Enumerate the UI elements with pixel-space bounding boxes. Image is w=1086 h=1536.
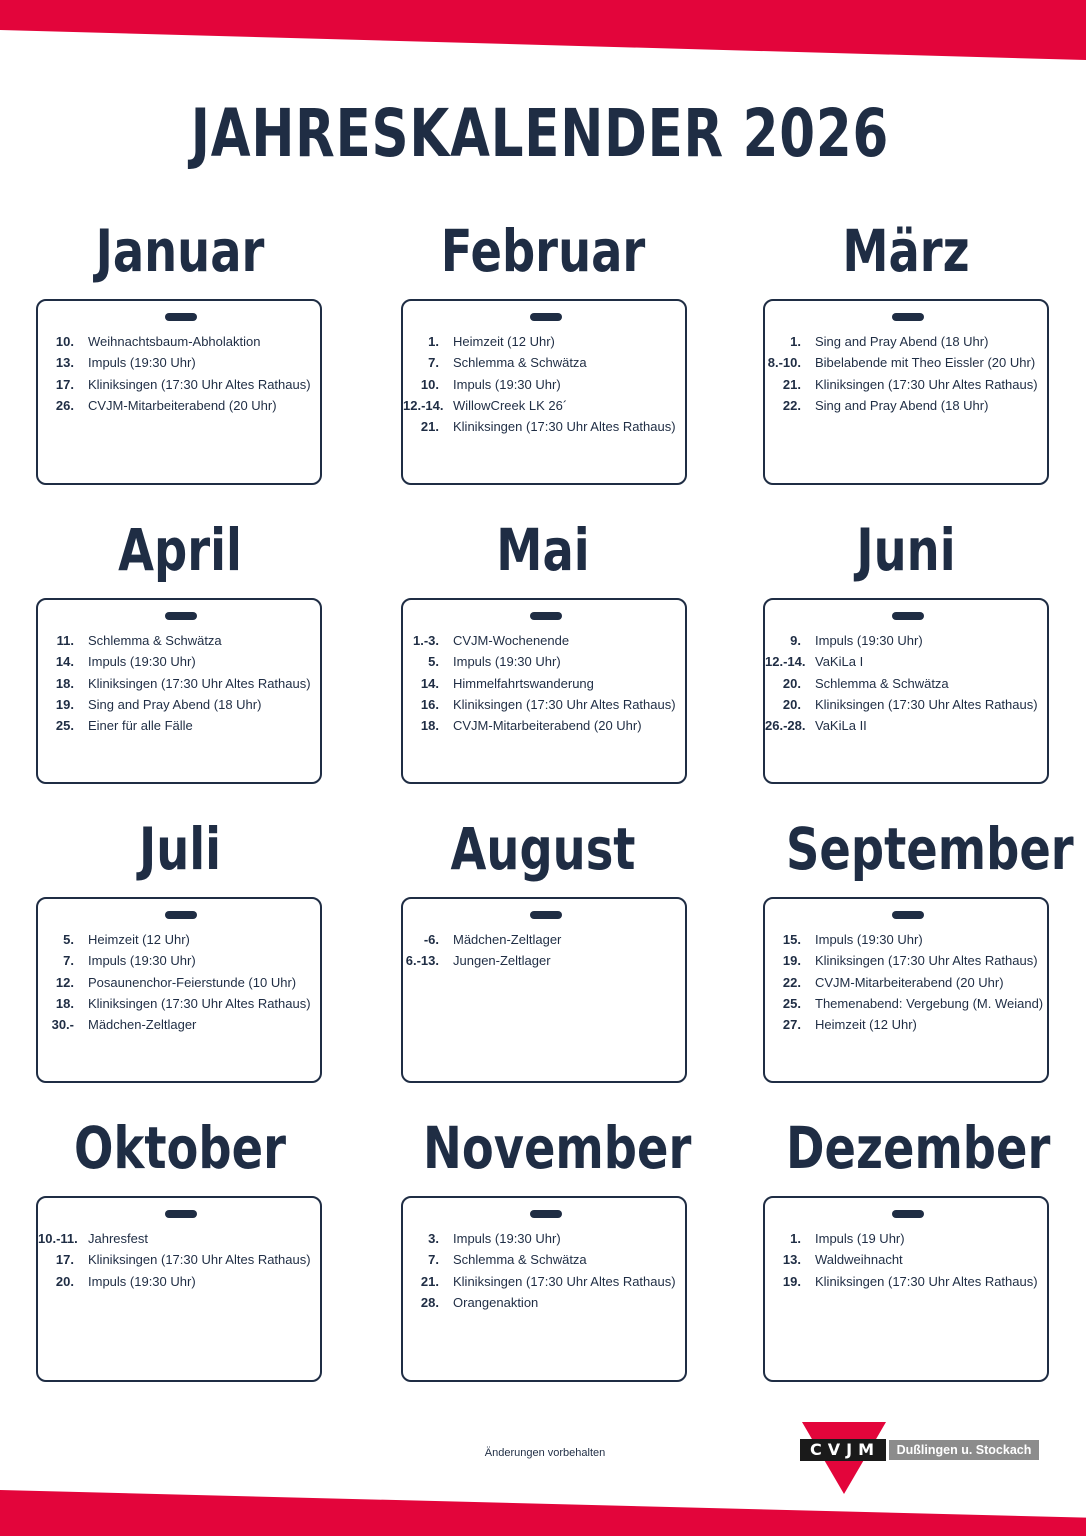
event-date: 15. <box>782 932 801 947</box>
event-list <box>765 633 1065 739</box>
event-date: 21. <box>420 419 439 435</box>
event-date: 20. <box>782 696 801 712</box>
month-title: Februar <box>440 217 646 285</box>
event-list <box>38 932 338 1038</box>
event-date: 14. <box>420 675 439 691</box>
event-date: 7. <box>428 355 439 371</box>
event-row <box>765 377 1065 398</box>
top-red-band <box>0 0 1086 60</box>
event-row <box>38 377 338 398</box>
event-row <box>38 697 338 718</box>
event-row <box>403 676 703 697</box>
event-row <box>403 334 703 355</box>
event-label: VaKiLa II <box>815 718 867 734</box>
month-card <box>36 1196 322 1382</box>
event-row <box>38 975 338 996</box>
event-row <box>38 676 338 697</box>
event-label: Impuls (19 Uhr) <box>815 1231 905 1246</box>
event-row <box>765 334 1065 355</box>
event-date: 12. <box>55 974 74 990</box>
event-row <box>38 718 338 739</box>
event-label: Waldweihnacht <box>815 1252 903 1268</box>
card-handle <box>892 612 924 620</box>
month-card <box>401 299 687 485</box>
month-title: Juli <box>138 815 222 883</box>
event-date: 10. <box>420 376 439 392</box>
month-title: Dezember <box>786 1114 1051 1182</box>
card-handle <box>165 313 197 321</box>
event-label: CVJM-Mitarbeiterabend (20 Uhr) <box>88 397 277 413</box>
event-label: Bibelabende mit Theo Eissler (20 Uhr) <box>815 355 1036 371</box>
card-handle <box>165 911 197 919</box>
event-label: Heimzeit (12 Uhr) <box>88 932 190 947</box>
month-title: August <box>450 815 636 883</box>
event-date: 12.-14. <box>765 654 806 670</box>
month-card <box>401 897 687 1083</box>
event-date: 10.-11. <box>38 1231 78 1246</box>
event-row <box>765 718 1065 739</box>
event-date: 19. <box>782 1273 801 1289</box>
event-row <box>765 1252 1065 1273</box>
event-label: Heimzeit (12 Uhr) <box>453 334 555 349</box>
event-row <box>765 996 1065 1017</box>
month-title: September <box>786 815 1074 883</box>
event-date: -6. <box>423 932 439 947</box>
event-label: Himmelfahrtswanderung <box>453 675 594 691</box>
event-label: Schlemma & Schwätza <box>88 633 222 648</box>
event-date: 14. <box>55 654 74 670</box>
event-label: CVJM-Wochenende <box>453 633 570 648</box>
month-title: Mai <box>496 516 590 584</box>
month-card <box>401 598 687 784</box>
event-date: 6.-13. <box>405 953 439 969</box>
event-row <box>38 996 338 1017</box>
event-date: 10. <box>55 334 74 349</box>
event-row <box>765 355 1065 376</box>
event-list <box>403 932 703 975</box>
month-title: April <box>118 516 242 584</box>
event-label: Impuls (19:30 Uhr) <box>453 654 561 670</box>
event-list <box>38 1231 338 1295</box>
event-list <box>765 1231 1065 1295</box>
event-label: Kliniksingen (17:30 Uhr Altes Rathaus) <box>815 696 1038 712</box>
event-label: Kliniksingen (17:30 Uhr Altes Rathaus) <box>88 1252 311 1268</box>
month-title: Oktober <box>74 1114 286 1182</box>
event-list <box>765 932 1065 1038</box>
event-list <box>403 1231 703 1316</box>
event-row <box>765 1017 1065 1038</box>
event-date: 21. <box>782 376 801 392</box>
event-date: 26. <box>55 397 74 413</box>
event-date: 5. <box>428 654 439 670</box>
event-row <box>765 654 1065 675</box>
event-label: Kliniksingen (17:30 Uhr Altes Rathaus) <box>88 376 311 392</box>
event-row <box>38 953 338 974</box>
event-date: 13. <box>782 1252 801 1268</box>
event-label: Schlemma & Schwätza <box>815 675 949 691</box>
event-label: Kliniksingen (17:30 Uhr Altes Rathaus) <box>815 953 1038 969</box>
month-title: Juni <box>856 516 956 584</box>
event-label: Impuls (19:30 Uhr) <box>453 1231 561 1246</box>
event-label: Jungen-Zeltlager <box>453 953 551 969</box>
month-title: Januar <box>95 217 265 285</box>
event-label: Orangenaktion <box>453 1294 539 1310</box>
event-date: 26.-28. <box>765 718 806 734</box>
event-row <box>403 1295 703 1316</box>
event-row <box>765 1231 1065 1252</box>
event-row <box>403 1274 703 1295</box>
event-row <box>403 419 703 440</box>
event-label: WillowCreek LK 26´ <box>453 397 568 413</box>
event-date: 22. <box>782 397 801 413</box>
event-list <box>38 334 338 419</box>
event-label: Kliniksingen (17:30 Uhr Altes Rathaus) <box>453 1273 676 1289</box>
month-card <box>401 1196 687 1382</box>
event-label: Impuls (19:30 Uhr) <box>815 932 923 947</box>
event-date: 7. <box>428 1252 439 1268</box>
month-card <box>763 299 1049 485</box>
month-card <box>36 897 322 1083</box>
event-row <box>403 932 703 953</box>
event-date: 18. <box>55 675 74 691</box>
month-title: März <box>842 217 970 285</box>
event-label: Kliniksingen (17:30 Uhr Altes Rathaus) <box>453 696 676 712</box>
event-label: Themenabend: Vergebung (M. Weiand) <box>815 995 1044 1011</box>
event-date: 1. <box>790 334 801 349</box>
month-card <box>36 598 322 784</box>
event-label: Posaunenchor-Feierstunde (10 Uhr) <box>88 974 297 990</box>
event-date: 19. <box>782 953 801 969</box>
event-list <box>38 633 338 739</box>
event-date: 1. <box>428 334 439 349</box>
event-label: Sing and Pray Abend (18 Uhr) <box>88 696 262 712</box>
event-date: 25. <box>55 718 74 734</box>
event-row <box>403 654 703 675</box>
event-label: Schlemma & Schwätza <box>453 1252 587 1268</box>
event-label: Kliniksingen (17:30 Uhr Altes Rathaus) <box>88 995 311 1011</box>
event-row <box>765 697 1065 718</box>
event-list <box>403 633 703 739</box>
event-date: 17. <box>55 376 74 392</box>
event-date: 17. <box>55 1252 74 1268</box>
event-row <box>38 654 338 675</box>
card-handle <box>530 1210 562 1218</box>
event-date: 7. <box>63 953 74 969</box>
event-row <box>38 1252 338 1273</box>
event-label: Kliniksingen (17:30 Uhr Altes Rathaus) <box>453 419 676 435</box>
card-handle <box>530 313 562 321</box>
event-label: Einer für alle Fälle <box>88 718 193 734</box>
event-label: Weihnachtsbaum-Abholaktion <box>88 334 261 349</box>
event-row <box>403 377 703 398</box>
event-row <box>765 1274 1065 1295</box>
card-handle <box>530 612 562 620</box>
event-row <box>403 398 703 419</box>
event-row <box>38 334 338 355</box>
event-date: 27. <box>782 1017 801 1033</box>
event-date: 9. <box>790 633 801 648</box>
event-list <box>765 334 1065 419</box>
event-date: 19. <box>55 696 74 712</box>
event-label: Mädchen-Zeltlager <box>88 1017 197 1033</box>
event-label: Schlemma & Schwätza <box>453 355 587 371</box>
month-title: November <box>423 1114 692 1182</box>
event-label: Sing and Pray Abend (18 Uhr) <box>815 397 989 413</box>
event-label: VaKiLa I <box>815 654 864 670</box>
event-row <box>765 676 1065 697</box>
event-row <box>765 975 1065 996</box>
event-date: 12.-14. <box>403 397 444 413</box>
event-date: 16. <box>420 696 439 712</box>
event-row <box>38 1231 338 1252</box>
event-label: Impuls (19:30 Uhr) <box>88 953 196 969</box>
event-label: Impuls (19:30 Uhr) <box>815 633 923 648</box>
event-row <box>38 398 338 419</box>
footer-note: Änderungen vorbehalten <box>484 1447 606 1459</box>
event-row <box>403 1231 703 1252</box>
event-date: 22. <box>782 974 801 990</box>
event-label: Kliniksingen (17:30 Uhr Altes Rathaus) <box>815 1273 1038 1289</box>
event-date: 18. <box>55 995 74 1011</box>
event-date: 21. <box>420 1273 439 1289</box>
event-date: 3. <box>428 1231 439 1246</box>
event-date: 1.-3. <box>412 633 439 648</box>
event-label: Mädchen-Zeltlager <box>453 932 562 947</box>
event-row <box>765 633 1065 654</box>
event-label: Kliniksingen (17:30 Uhr Altes Rathaus) <box>815 376 1038 392</box>
event-date: 25. <box>782 995 801 1011</box>
event-row <box>38 932 338 953</box>
event-date: 5. <box>63 932 74 947</box>
event-label: Impuls (19:30 Uhr) <box>88 654 196 670</box>
event-row <box>765 953 1065 974</box>
event-date: 13. <box>55 355 74 371</box>
month-card <box>763 1196 1049 1382</box>
month-card <box>36 299 322 485</box>
event-row <box>403 633 703 654</box>
event-label: Heimzeit (12 Uhr) <box>815 1017 917 1033</box>
event-row <box>403 355 703 376</box>
page-title: JAHRESKALENDER 2026 <box>190 95 890 172</box>
event-date: 1. <box>790 1231 801 1246</box>
month-card <box>763 897 1049 1083</box>
event-row <box>38 1017 338 1038</box>
event-date: 28. <box>420 1294 439 1310</box>
logo-wordmark: CVJM <box>800 1439 886 1461</box>
logo-place: Dußlingen u. Stockach <box>889 1440 1039 1460</box>
card-handle <box>892 313 924 321</box>
card-handle <box>892 1210 924 1218</box>
event-list <box>403 334 703 440</box>
card-handle <box>165 1210 197 1218</box>
event-label: Impuls (19:30 Uhr) <box>88 1273 196 1289</box>
event-date: 20. <box>55 1273 74 1289</box>
event-label: Impuls (19:30 Uhr) <box>453 376 561 392</box>
event-date: 20. <box>782 675 801 691</box>
event-date: 11. <box>56 633 74 648</box>
event-row <box>38 355 338 376</box>
event-date: 30.- <box>51 1017 74 1033</box>
card-handle <box>892 911 924 919</box>
event-row <box>38 633 338 654</box>
event-label: Impuls (19:30 Uhr) <box>88 355 196 371</box>
event-label: Kliniksingen (17:30 Uhr Altes Rathaus) <box>88 675 311 691</box>
event-date: 8.-10. <box>767 355 801 371</box>
event-row <box>403 953 703 974</box>
event-label: CVJM-Mitarbeiterabend (20 Uhr) <box>453 718 642 734</box>
event-label: CVJM-Mitarbeiterabend (20 Uhr) <box>815 974 1004 990</box>
event-row <box>403 718 703 739</box>
cvjm-logo <box>800 1422 1045 1497</box>
card-handle <box>530 911 562 919</box>
card-handle <box>165 612 197 620</box>
event-row <box>38 1274 338 1295</box>
event-row <box>765 932 1065 953</box>
event-row <box>403 697 703 718</box>
event-label: Sing and Pray Abend (18 Uhr) <box>815 334 989 349</box>
event-date: 18. <box>420 718 439 734</box>
event-row <box>403 1252 703 1273</box>
event-label: Jahresfest <box>88 1231 148 1246</box>
event-row <box>765 398 1065 419</box>
month-card <box>763 598 1049 784</box>
